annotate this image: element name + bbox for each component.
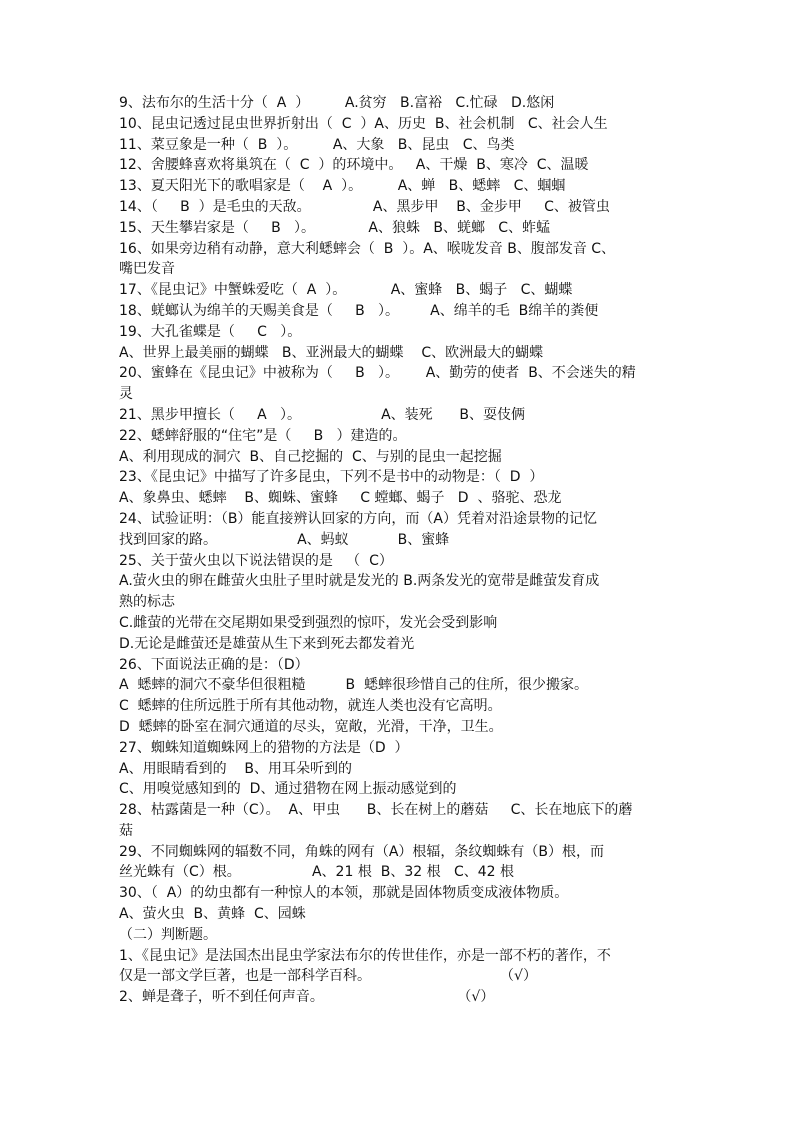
text-line: C.雌萤的光带在交尾期如果受到强烈的惊吓，发光会受到影响 bbox=[119, 614, 498, 631]
text-line: 丝光蛛有（C）根。 A、21 根 B、32 根 C、42 根 bbox=[119, 864, 514, 881]
text-line: 9、法布尔的生活十分（ A ） A.贫穷 B.富裕 C.忙碌 D.悠闲 bbox=[119, 95, 555, 111]
text-line: 菇 bbox=[119, 822, 133, 839]
text-line: A、利用现成的洞穴 B、自己挖掘的 C、与别的昆虫一起挖掘 bbox=[119, 448, 502, 465]
text-line: 19、大孔雀蝶是（ C ）。 bbox=[119, 323, 302, 340]
text-line: 25、关于萤火虫以下说法错误的是 （ C） bbox=[119, 552, 393, 569]
text-line: 29、不同蜘蛛网的辐数不同，角蛛的网有（A）根辐，条纹蜘蛛有（B）根，而 bbox=[119, 843, 604, 860]
quiz-text-body bbox=[119, 93, 679, 1008]
text-line: 仅是一部文学巨著，也是一部科学百科。 （√） bbox=[119, 968, 537, 985]
text-line: A、世界上最美丽的蝴蝶 B、亚洲最大的蝴蝶 C、欧洲最大的蝴蝶 bbox=[119, 344, 544, 361]
text-line: 10、昆虫记透过昆虫世界折射出（ C ）A、历史 B、社会机制 C、社会人生 bbox=[119, 115, 608, 132]
text-line: 12、舍腰蜂喜欢将巢筑在（ C ）的环境中。 A、干燥 B、寒冷 C、温暖 bbox=[119, 157, 589, 174]
text-line: 16、如果旁边稍有动静，意大利蟋蟀会（ B ）。A、喉咙发音 B、腹部发音 C、 bbox=[119, 240, 616, 257]
text-line: 13、夏天阳光下的歌唱家是（ A ）。 A、蝉 B、蟋蟀 C、蝈蝈 bbox=[119, 178, 566, 195]
text-line: 21、黑步甲擅长（ A ）。 A、装死 B、耍伎俩 bbox=[119, 406, 525, 423]
text-line: A、用眼睛看到的 B、用耳朵听到的 bbox=[119, 760, 352, 777]
text-line: A.萤火虫的卵在雌萤火虫肚子里时就是发光的 B.两条发光的宽带是雌萤发育成 bbox=[119, 573, 600, 590]
text-line: 24、试验证明：（B）能直接辨认回家的方向，而（A）凭着对沿途景物的记忆 bbox=[119, 510, 597, 527]
text-line: 20、蜜蜂在《昆虫记》中被称为（ B ）。 A、勤劳的使者 B、不会迷失的精 bbox=[119, 365, 636, 382]
text-line: 2、蝉是聋子，听不到任何声音。 （√） bbox=[119, 989, 495, 1006]
text-line: D.无论是雌萤还是雄萤从生下来到死去都发着光 bbox=[119, 635, 415, 652]
text-line: C 蟋蟀的住所远胜于所有其他动物，就连人类也没有它高明。 bbox=[119, 698, 502, 715]
text-line: 18、蜣螂认为绵羊的天赐美食是（ B ）。 A、绵羊的毛 B绵羊的粪便 bbox=[119, 302, 599, 319]
text-line: 27、蜘蛛知道蜘蛛网上的猎物的方法是（D ） bbox=[119, 739, 409, 756]
text-line: A 蟋蟀的洞穴不豪华但很粗糙 B 蟋蟀很珍惜自己的住所，很少搬家。 bbox=[119, 677, 589, 694]
text-line: 30、（ A）的幼虫都有一种惊人的本领，那就是固体物质变成液体物质。 bbox=[119, 885, 569, 902]
text-line: 找到回家的路。 A、蚂蚁 B、蜜蜂 bbox=[119, 531, 450, 548]
text-line: 14、（ B ）是毛虫的天敌。 A、黑步甲 B、金步甲 C、被管虫 bbox=[119, 198, 610, 215]
text-line: 嘴巴发音 bbox=[119, 261, 175, 278]
text-line: 15、天生攀岩家是（ B ）。 A、狼蛛 B、蜣螂 C、蚱蜢 bbox=[119, 219, 551, 236]
text-line: A、萤火虫 B、黄蜂 C、园蛛 bbox=[119, 906, 306, 923]
text-line: 26、下面说法正确的是：（D） bbox=[119, 656, 309, 673]
text-line: 22、蟋蟀舒服的“住宅”是（ B ）建造的。 bbox=[119, 427, 407, 444]
text-line: （二）判断题。 bbox=[119, 926, 217, 943]
text-line: 23、《昆虫记》中描写了许多昆虫，下列不是书中的动物是：（ D ） bbox=[119, 469, 544, 486]
text-line: D 蟋蟀的卧室在洞穴通道的尽头，宽敞，光滑，干净，卫生。 bbox=[119, 718, 503, 735]
text-line: 熟的标志 bbox=[119, 594, 175, 611]
text-line: A、象鼻虫、蟋蟀 B、蜘蛛、蜜蜂 C 螳螂、蝎子 D 、骆驼、恐龙 bbox=[119, 490, 562, 507]
text-line: 1、《昆虫记》是法国杰出昆虫学家法布尔的传世佳作，亦是一部不朽的著作，不 bbox=[119, 947, 611, 964]
text-line: 17、《昆虫记》中蟹蛛爱吃（ A ）。 A、蜜蜂 B、蝎子 C、蝴蝶 bbox=[119, 282, 573, 299]
text-line: 11、菜豆象是一种（ B ）。 A、大象 B、昆虫 C、鸟类 bbox=[119, 136, 515, 153]
text-line: C、用嗅觉感知到的 D、通过猎物在网上振动感觉到的 bbox=[119, 781, 457, 798]
text-line: 28、枯露菌是一种（C）。 A、甲虫 B、长在树上的蘑菇 C、长在地底下的蘑 bbox=[119, 802, 633, 819]
text-line: 灵 bbox=[119, 386, 133, 403]
